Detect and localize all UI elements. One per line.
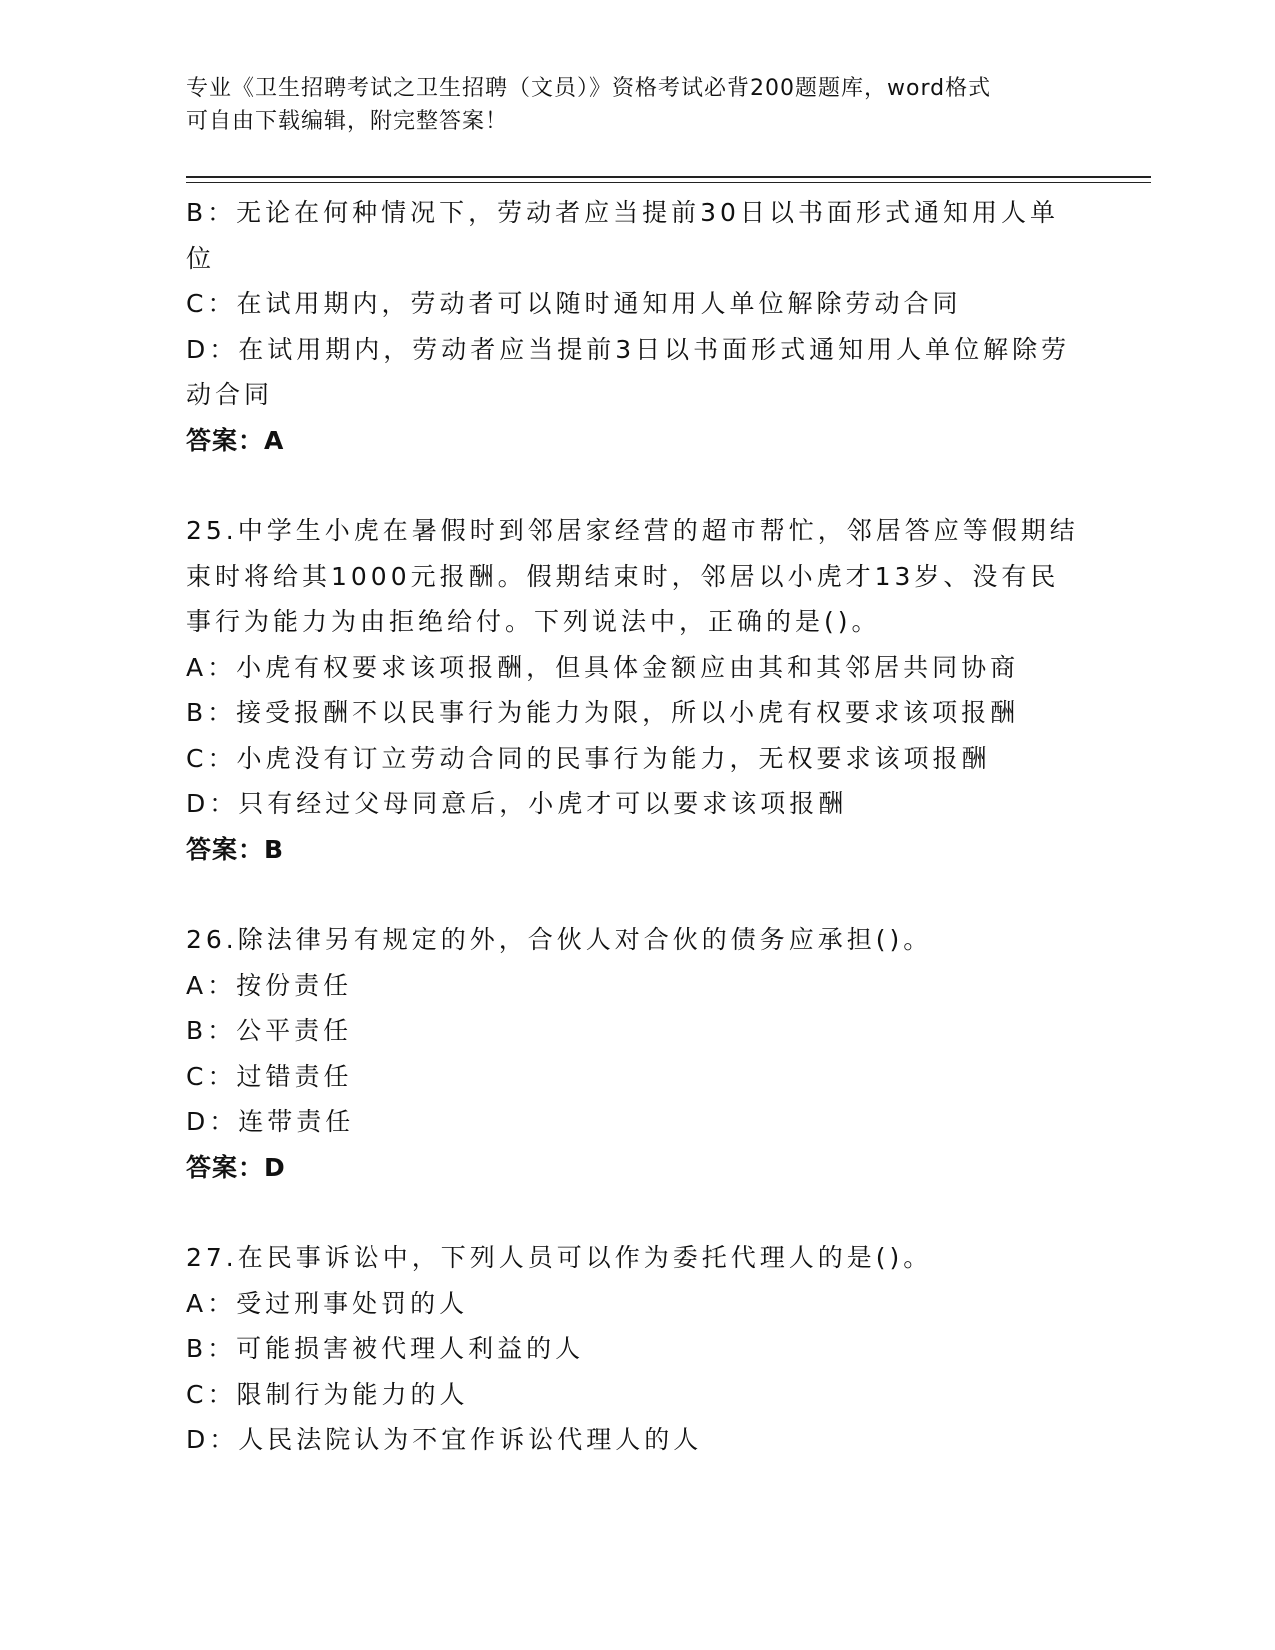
option-c: C：小虎没有订立劳动合同的民事行为能力，无权要求该项报酬	[186, 743, 991, 773]
option-c: C：限制行为能力的人	[186, 1379, 469, 1409]
question-stem-line2: 束时将给其1000元报酬。假期结束时，邻居以小虎才13岁、没有民	[186, 561, 1060, 591]
option-d: D：连带责任	[186, 1107, 355, 1136]
option-a: A：按份责任	[186, 970, 353, 1000]
option-b-line1: B：无论在何种情况下，劳动者应当提前30日以书面形式通知用人单	[186, 198, 1059, 227]
header-title-line2: 可自由下载编辑，附完整答案！	[186, 109, 509, 134]
option-d-line1: D：在试用期内，劳动者应当提前3日以书面形式通知用人单位解除劳	[186, 334, 1071, 364]
option-b: B：公平责任	[186, 1016, 353, 1045]
option-b: B：可能损害被代理人利益的人	[186, 1334, 585, 1363]
answer-label: 答案：B	[186, 834, 285, 864]
answer-label: 答案：A	[186, 425, 285, 455]
option-b: B：接受报酬不以民事行为能力为限，所以小虎有权要求该项报酬	[186, 698, 1020, 727]
option-c: C：在试用期内，劳动者可以随时通知用人单位解除劳动合同	[186, 289, 962, 318]
option-d: D：人民法院认为不宜作诉讼代理人的人	[186, 1425, 703, 1454]
option-a: A：受过刑事处罚的人	[186, 1288, 469, 1318]
option-a: A：小虎有权要求该项报酬，但具体金额应由其和其邻居共同协商	[186, 652, 1020, 682]
header-divider-thick	[186, 176, 1151, 178]
spacer	[186, 872, 1086, 917]
question-26	[186, 917, 1086, 1190]
answer-label: 答案：D	[186, 1152, 286, 1182]
option-d: D：只有经过父母同意后，小虎才可以要求该项报酬	[186, 789, 848, 818]
document-body	[186, 190, 1086, 1463]
question-stem: 27.在民事诉讼中，下列人员可以作为委托代理人的是()。	[186, 1243, 933, 1272]
page-header	[186, 72, 1066, 138]
question-25	[186, 508, 1086, 872]
spacer	[186, 1190, 1086, 1235]
spacer	[186, 463, 1086, 508]
option-c: C：过错责任	[186, 1061, 353, 1091]
option-d-line2: 动合同	[186, 380, 274, 409]
header-divider-thin	[186, 182, 1151, 183]
question-stem-line1: 25.中学生小虎在暑假时到邻居家经营的超市帮忙，邻居答应等假期结	[186, 516, 1079, 545]
option-b-line2: 位	[186, 243, 216, 273]
question-stem-line3: 事行为能力为由拒绝给付。下列说法中，正确的是()。	[186, 607, 881, 636]
question-stem: 26.除法律另有规定的外，合伙人对合伙的债务应承担()。	[186, 925, 933, 954]
header-title-line1: 专业《卫生招聘考试之卫生招聘（文员）》资格考试必背200题题库，word格式	[186, 76, 992, 101]
question-27	[186, 1235, 1086, 1463]
question-24-continued	[186, 190, 1086, 463]
